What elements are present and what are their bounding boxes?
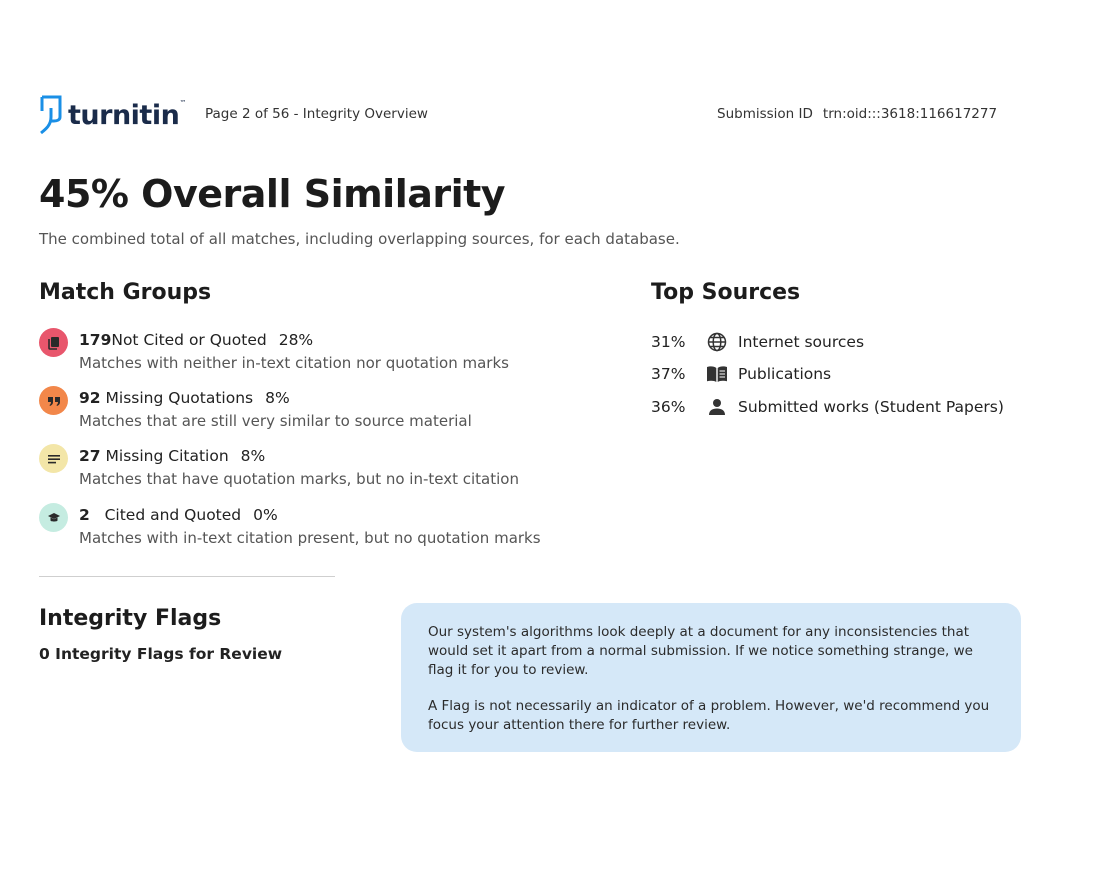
match-description: Matches with neither in-text citation nor quotation marks (79, 354, 509, 372)
graduation-cap-icon (39, 503, 68, 532)
integrity-flags-title: Integrity Flags (39, 606, 222, 631)
integrity-flags-info-box (401, 603, 1021, 752)
match-count: 27 (79, 447, 101, 465)
match-count: 92 (79, 389, 101, 407)
match-description: Matches with in-text citation present, but no quotation marks (79, 529, 541, 547)
turnitin-logo (39, 95, 186, 135)
source-percent: 37% (651, 365, 686, 383)
logo-trademark: ™ (179, 99, 187, 107)
source-label: Internet sources (738, 333, 865, 351)
match-label: Missing Citation (105, 447, 229, 465)
top-source-publications (651, 363, 831, 385)
match-label: Cited and Quoted (104, 506, 242, 524)
submission-id-value: trn:oid:::3618:116617277 (822, 106, 998, 122)
match-count: 2 (79, 506, 90, 524)
source-label: Submitted works (Student Papers) (738, 398, 1004, 416)
page-info: Page 2 of 56 - Integrity Overview (205, 106, 428, 122)
lines-icon (39, 444, 68, 473)
top-source-internet (651, 331, 864, 353)
turnitin-logo-icon (39, 95, 63, 135)
match-description: Matches that are still very similar to source material (79, 412, 472, 430)
match-label: Missing Quotations (105, 389, 254, 407)
match-label: Not Cited or Quoted (111, 331, 267, 349)
match-description: Matches that have quotation marks, but no in-text citation (79, 470, 519, 488)
top-source-submitted-works (651, 396, 1004, 418)
logo-wordmark: turnitin (68, 99, 180, 131)
source-percent: 36% (651, 398, 686, 416)
book-icon (706, 363, 728, 385)
match-percent: 8% (265, 389, 290, 407)
section-divider (39, 576, 335, 577)
source-label: Publications (738, 365, 832, 383)
match-percent: 8% (240, 447, 266, 465)
info-paragraph: Our system's algorithms look deeply at a document for any inconsistencies that would set it apart from a normal submission. If we notice something strange, we flag it for you to review. (428, 624, 973, 678)
quote-icon (39, 386, 68, 415)
integrity-flags-count: 0 Integrity Flags for Review (39, 645, 283, 663)
match-count: 179 (79, 331, 112, 349)
document-icon (39, 328, 68, 357)
person-icon (706, 396, 728, 418)
match-percent: 28% (278, 331, 314, 349)
match-groups-title: Match Groups (39, 280, 212, 305)
info-paragraph: A Flag is not necessarily an indicator of a problem. However, we'd recommend you focus your attention there for further review. (428, 698, 990, 733)
submission-id-label: Submission ID (717, 106, 813, 122)
overall-similarity-title: 45% Overall Similarity (39, 172, 506, 216)
match-percent: 0% (253, 506, 278, 524)
submission-id (717, 106, 997, 122)
top-sources-title: Top Sources (651, 280, 801, 305)
globe-icon (706, 331, 728, 353)
overall-similarity-subtitle: The combined total of all matches, including overlapping sources, for each database. (39, 230, 680, 248)
source-percent: 31% (651, 333, 686, 351)
